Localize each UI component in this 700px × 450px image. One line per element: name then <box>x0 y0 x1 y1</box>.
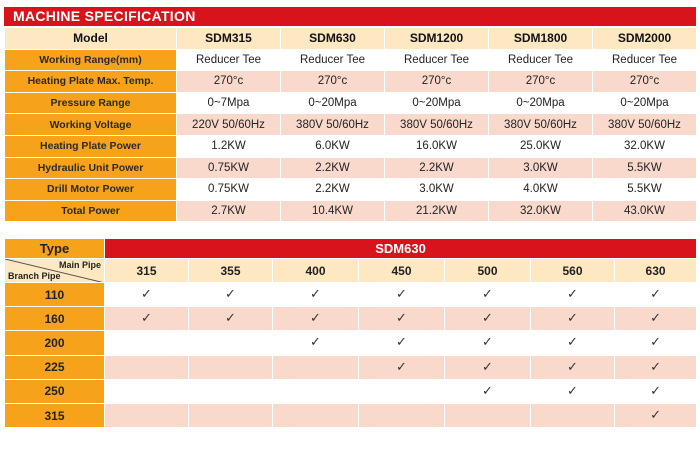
spec-value: 2.2KW <box>281 157 385 179</box>
compat-cell <box>445 331 531 355</box>
compat-cell <box>105 283 189 307</box>
check-mark-icon: ✓ <box>396 335 407 351</box>
spec-row-total-power <box>5 200 697 222</box>
spec-row-label: Total Power <box>5 200 177 222</box>
compat-row <box>5 307 697 331</box>
main-pipe-size: 450 <box>359 259 445 283</box>
compat-cell <box>615 355 697 379</box>
check-mark-icon: ✓ <box>567 287 578 303</box>
spec-value: 0~20Mpa <box>593 92 697 114</box>
compat-cell <box>273 331 359 355</box>
compat-cell <box>359 307 445 331</box>
compat-cell <box>105 403 189 427</box>
spec-value: 380V 50/60Hz <box>385 114 489 136</box>
check-mark-icon: ✓ <box>482 287 493 303</box>
compat-cell <box>531 379 615 403</box>
check-mark-icon: ✓ <box>225 311 236 327</box>
spec-value: 0~7Mpa <box>177 92 281 114</box>
compat-cell <box>615 331 697 355</box>
spec-value: 0~20Mpa <box>385 92 489 114</box>
branch-pipe-size: 110 <box>5 283 105 307</box>
spec-row-drill-power <box>5 179 697 201</box>
compat-cell <box>105 379 189 403</box>
branch-pipe-size: 250 <box>5 379 105 403</box>
spec-value: Reducer Tee <box>489 49 593 71</box>
branch-pipe-size: 200 <box>5 331 105 355</box>
spec-value: 10.4KW <box>281 200 385 222</box>
spec-header-row <box>5 28 697 50</box>
spec-value: 220V 50/60Hz <box>177 114 281 136</box>
spec-value: Reducer Tee <box>385 49 489 71</box>
spec-value: 270°c <box>177 71 281 93</box>
spec-value: 16.0KW <box>385 135 489 157</box>
compat-cell <box>531 403 615 427</box>
compat-cell <box>105 331 189 355</box>
type-label: Type <box>5 239 105 259</box>
compat-cell <box>445 283 531 307</box>
spec-value: 6.0KW <box>281 135 385 157</box>
check-mark-icon: ✓ <box>567 311 578 327</box>
main-pipe-size: 630 <box>615 259 697 283</box>
spec-value: 32.0KW <box>489 200 593 222</box>
compat-cell <box>615 307 697 331</box>
spec-value: 4.0KW <box>489 179 593 201</box>
spec-row-hydraulic-power <box>5 157 697 179</box>
compat-cell <box>531 355 615 379</box>
check-mark-icon: ✓ <box>482 311 493 327</box>
compat-header-row <box>5 259 697 283</box>
check-mark-icon: ✓ <box>650 359 661 375</box>
check-mark-icon: ✓ <box>567 383 578 399</box>
spec-row-label: Hydraulic Unit Power <box>5 157 177 179</box>
compat-cell <box>273 307 359 331</box>
compat-model-title: SDM630 <box>105 239 697 259</box>
compat-cell <box>105 355 189 379</box>
spec-value: Reducer Tee <box>177 49 281 71</box>
check-mark-icon: ✓ <box>567 359 578 375</box>
spec-row-pressure <box>5 92 697 114</box>
spec-value: Reducer Tee <box>281 49 385 71</box>
check-mark-icon: ✓ <box>650 311 661 327</box>
spec-value: 270°c <box>593 71 697 93</box>
spec-row-label: Drill Motor Power <box>5 179 177 201</box>
compat-cell <box>531 307 615 331</box>
compat-cell <box>615 403 697 427</box>
branch-pipe-label: Branch Pipe <box>8 271 61 281</box>
check-mark-icon: ✓ <box>141 287 152 303</box>
compat-cell <box>105 307 189 331</box>
compat-title-row <box>5 239 697 259</box>
spec-row-working-range <box>5 49 697 71</box>
model-name: SDM2000 <box>593 28 697 50</box>
spec-row-label: Heating Plate Max. Temp. <box>5 71 177 93</box>
check-mark-icon: ✓ <box>310 311 321 327</box>
spec-value: 0~20Mpa <box>489 92 593 114</box>
compat-cell <box>273 355 359 379</box>
compat-cell <box>445 307 531 331</box>
compat-cell <box>189 355 273 379</box>
spec-value: 1.2KW <box>177 135 281 157</box>
spec-row-heating-power <box>5 135 697 157</box>
spec-value: 270°c <box>489 71 593 93</box>
compat-cell <box>531 331 615 355</box>
model-label: Model <box>5 28 177 50</box>
spec-value: 3.0KW <box>385 179 489 201</box>
spec-value: 2.2KW <box>385 157 489 179</box>
compat-row <box>5 379 697 403</box>
model-name: SDM1200 <box>385 28 489 50</box>
spec-value: 2.2KW <box>281 179 385 201</box>
check-mark-icon: ✓ <box>482 383 493 399</box>
spec-value: 21.2KW <box>385 200 489 222</box>
spec-value: 25.0KW <box>489 135 593 157</box>
check-mark-icon: ✓ <box>482 335 493 351</box>
compat-cell <box>615 379 697 403</box>
check-mark-icon: ✓ <box>650 287 661 303</box>
compat-cell <box>273 403 359 427</box>
spec-value: Reducer Tee <box>593 49 697 71</box>
check-mark-icon: ✓ <box>567 335 578 351</box>
compat-cell <box>189 331 273 355</box>
spec-row-label: Heating Plate Power <box>5 135 177 157</box>
main-pipe-label: Main Pipe <box>58 260 101 270</box>
pipe-axis-header <box>5 259 105 283</box>
check-mark-icon: ✓ <box>650 408 661 424</box>
spec-value: 5.5KW <box>593 157 697 179</box>
spec-table <box>4 27 697 222</box>
check-mark-icon: ✓ <box>396 311 407 327</box>
check-mark-icon: ✓ <box>310 335 321 351</box>
check-mark-icon: ✓ <box>225 287 236 303</box>
compat-cell <box>445 355 531 379</box>
spec-value: 43.0KW <box>593 200 697 222</box>
main-pipe-size: 315 <box>105 259 189 283</box>
compat-cell <box>445 379 531 403</box>
compat-cell <box>189 307 273 331</box>
check-mark-icon: ✓ <box>310 287 321 303</box>
compat-cell <box>189 283 273 307</box>
check-mark-icon: ✓ <box>141 311 152 327</box>
main-pipe-size: 560 <box>531 259 615 283</box>
check-mark-icon: ✓ <box>482 359 493 375</box>
compat-cell <box>359 403 445 427</box>
spec-row-label: Working Range(mm) <box>5 49 177 71</box>
compat-cell <box>359 355 445 379</box>
compat-cell <box>615 283 697 307</box>
compat-cell <box>445 403 531 427</box>
compat-cell <box>189 379 273 403</box>
compat-cell <box>189 403 273 427</box>
compat-cell <box>359 283 445 307</box>
main-pipe-size: 400 <box>273 259 359 283</box>
compat-cell <box>531 283 615 307</box>
main-pipe-size: 500 <box>445 259 531 283</box>
spec-value: 380V 50/60Hz <box>489 114 593 136</box>
compat-cell <box>359 331 445 355</box>
model-name: SDM315 <box>177 28 281 50</box>
main-pipe-size: 355 <box>189 259 273 283</box>
compat-cell <box>359 379 445 403</box>
spec-value: 0.75KW <box>177 179 281 201</box>
check-mark-icon: ✓ <box>396 287 407 303</box>
spec-title: MACHINE SPECIFICATION <box>4 7 696 26</box>
compat-cell <box>273 283 359 307</box>
spec-row-label: Working Voltage <box>5 114 177 136</box>
compat-row <box>5 355 697 379</box>
branch-pipe-size: 160 <box>5 307 105 331</box>
compat-cell <box>273 379 359 403</box>
spec-value: 3.0KW <box>489 157 593 179</box>
compat-table <box>4 238 697 428</box>
spec-value: 270°c <box>385 71 489 93</box>
compat-body <box>5 283 697 428</box>
spec-value: 270°c <box>281 71 385 93</box>
spec-value: 5.5KW <box>593 179 697 201</box>
spec-value: 0.75KW <box>177 157 281 179</box>
spec-value: 380V 50/60Hz <box>593 114 697 136</box>
spec-value: 32.0KW <box>593 135 697 157</box>
compat-row <box>5 283 697 307</box>
spec-value: 380V 50/60Hz <box>281 114 385 136</box>
model-name: SDM630 <box>281 28 385 50</box>
compat-row <box>5 331 697 355</box>
spec-row-label: Pressure Range <box>5 92 177 114</box>
check-mark-icon: ✓ <box>396 359 407 375</box>
spec-row-voltage <box>5 114 697 136</box>
spec-row-heating-temp <box>5 71 697 93</box>
spec-value: 0~20Mpa <box>281 92 385 114</box>
check-mark-icon: ✓ <box>650 383 661 399</box>
branch-pipe-size: 315 <box>5 403 105 427</box>
model-name: SDM1800 <box>489 28 593 50</box>
spec-value: 2.7KW <box>177 200 281 222</box>
check-mark-icon: ✓ <box>650 335 661 351</box>
branch-pipe-size: 225 <box>5 355 105 379</box>
compat-row <box>5 403 697 427</box>
